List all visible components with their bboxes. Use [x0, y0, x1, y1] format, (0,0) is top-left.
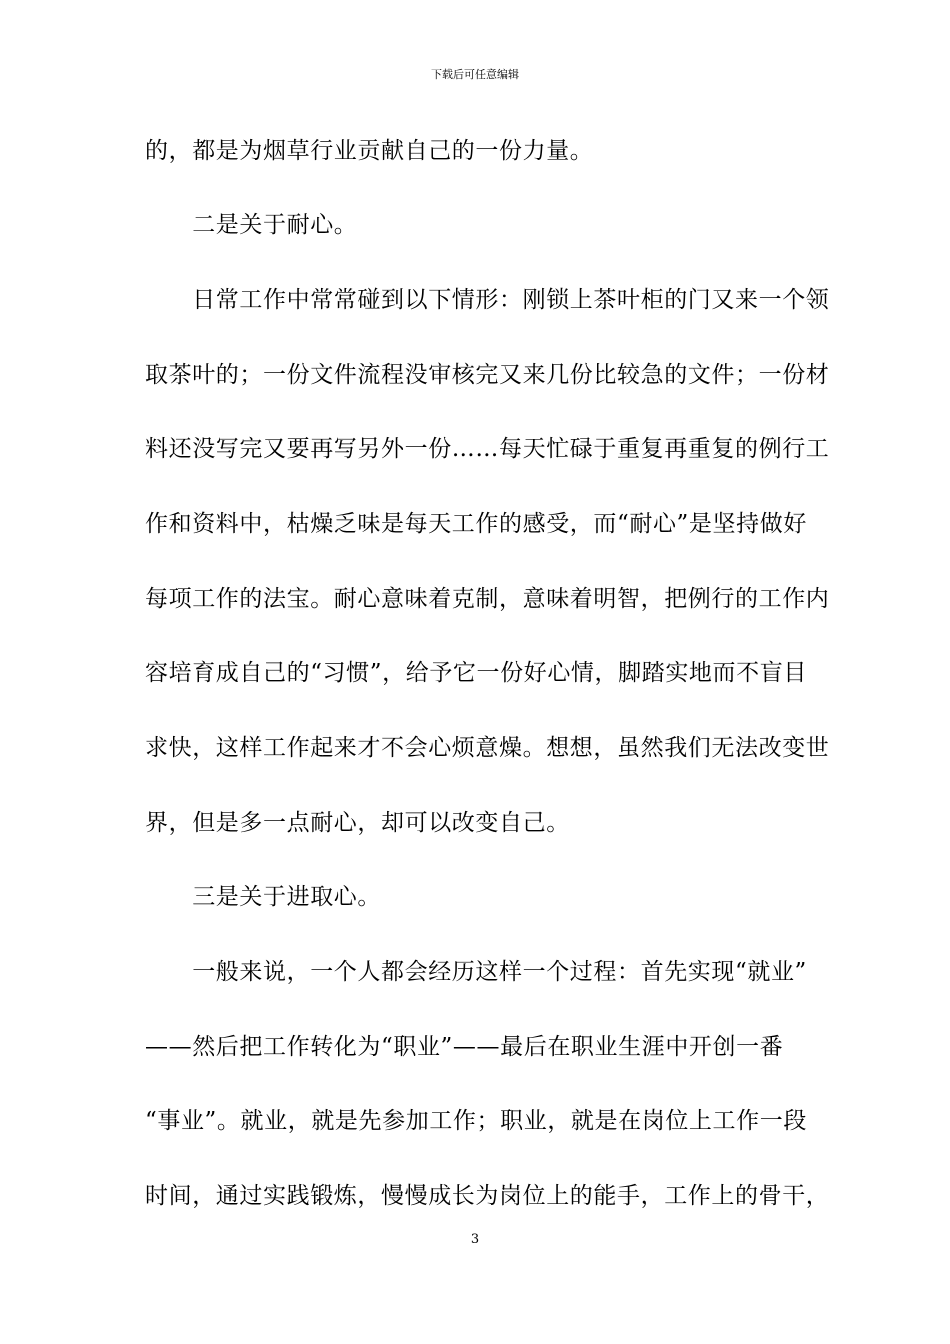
section-heading: 二是关于耐心。 — [145, 212, 358, 238]
text-line: 每项工作的法宝。耐心意味着克制，意味着明智，把例行的工作内 — [145, 586, 830, 612]
text-line: 一般来说，一个人都会经历这样一个过程：首先实现“就业” — [145, 959, 807, 985]
text-line: 容培育成自己的“习惯”，给予它一份好心情，脚踏实地而不盲目 — [145, 660, 807, 686]
text-line: 料还没写完又要再写另外一份……每天忙碌于重复再重复的例行工 — [145, 436, 830, 462]
text-line: 求快，这样工作起来才不会心烦意燥。想想，虽然我们无法改变世 — [145, 735, 830, 761]
text-line: 取茶叶的；一份文件流程没审核完又来几份比较急的文件；一份材 — [145, 362, 830, 388]
text-line: 时间，通过实践锻炼，慢慢成长为岗位上的能手，工作上的骨干， — [145, 1183, 830, 1209]
text-line: “事业”。就业，就是先参加工作；职业，就是在岗位上工作一段 — [145, 1108, 807, 1134]
page-header: 下载后可任意编辑 — [431, 68, 519, 81]
text-line: 日常工作中常常碰到以下情形：刚锁上茶叶柜的门又来一个领 — [145, 287, 830, 313]
page-number: 3 — [470, 1232, 480, 1247]
text-line: 界，但是多一点耐心，却可以改变自己。 — [145, 810, 570, 836]
text-line: ——然后把工作转化为“职业”——最后在职业生涯中开创一番 — [145, 1034, 784, 1060]
text-line: 的，都是为烟草行业贡献自己的一份力量。 — [145, 138, 594, 164]
text-line: 作和资料中，枯燥乏味是每天工作的感受，而“耐心”是坚持做好 — [145, 511, 807, 537]
section-heading: 三是关于进取心。 — [145, 884, 381, 910]
